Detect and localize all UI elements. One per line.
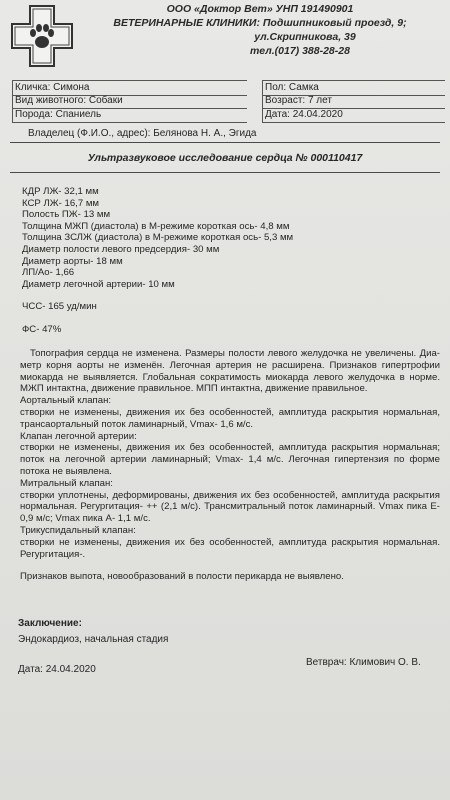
sex-field: Пол: Самка: [262, 80, 445, 96]
clinic-address-line2: ул.Скрипникова, 39: [254, 31, 356, 43]
clinic-name: ООО «Доктор Вет» УНП 191490901: [166, 3, 354, 15]
measurement-line: Полость ПЖ- 13 мм: [22, 209, 111, 221]
clinic-header: [80, 2, 440, 58]
measurement-line: Толщина ЗСЛЖ (диастола) в М-режиме короткая ось- 5,3 мм: [22, 232, 294, 244]
pulmonary-valve-text: створки не изменены, движения их без особенностей, амплитуда раскрытия нормальная; поток на легочной артерии ламинарный; Vmax- 1,4 м/с. Легочная гипертензия по форме потока не выявлена.: [20, 442, 440, 477]
mitral-valve-heading: Митральный клапан:: [20, 477, 113, 489]
date-field: Дата: 24.04.2020: [262, 108, 445, 123]
findings-text: [20, 348, 440, 583]
measurement-line: КДР ЛЖ- 32,1 мм: [22, 186, 99, 197]
owner-field: Владелец (Ф.И.О., адрес): Белянова Н. А., Эгида: [28, 128, 257, 139]
aortic-valve-heading: Аортальный клапан:: [20, 395, 112, 407]
tricuspid-valve-text: створки не изменены, движения их без особенностей, амплитуда раскрытия нормальная. Регургитация-.: [20, 536, 440, 560]
measurement-line: Толщина МЖП (диастола) в М-режиме короткая ось- 4,8 мм: [22, 220, 290, 232]
clinic-logo-icon: [8, 2, 76, 70]
conclusion-text: Эндокардиоз, начальная стадия: [18, 634, 169, 645]
conclusion-label: Заключение:: [18, 618, 82, 629]
measurement-line: Диаметр легочной артерии- 10 мм: [22, 278, 175, 290]
veterinarian-signature-line: Ветврач: Климович О. В.: [306, 657, 421, 668]
measurement-line: Диаметр полости левого предсердия- 30 мм: [22, 243, 220, 255]
mitral-valve-text: створки уплотнены, деформированы, движения их без особенностей, амплитуда раскрытия нормальная. Регургитация- ++ (2,1 м/с). Трансмитральный поток ламинарный. Vmax пика Е- 0,9 м/с; Vmax пика А- 1,1 м/с.: [20, 489, 440, 525]
heart-rate: ЧСС- 165 уд/мин: [22, 301, 97, 313]
pulmonary-valve-heading: Клапан легочной артерии:: [20, 430, 137, 442]
tricuspid-valve-heading: Трикуспидальный клапан:: [20, 524, 136, 536]
age-field: Возраст: 7 лет: [262, 94, 445, 109]
owner-underline: [10, 142, 440, 143]
clinic-phone: тел.(017) 388-28-28: [250, 45, 350, 57]
fractional-shortening: ФС- 47%: [22, 323, 62, 335]
breed-field: Порода: Спаниель: [12, 108, 247, 123]
aortic-valve-text: створки не изменены, движения их без особенностей, амплитуда раскрытия нормальная, трансаортальный поток ламинарный, Vmax- 1,6 м/с.: [20, 406, 440, 430]
report-title: Ультразвуковое исследование сердца № 000110417: [87, 152, 363, 164]
measurement-line: ЛП/Ао- 1,66: [22, 267, 75, 279]
title-divider: [10, 172, 440, 173]
measurements-block: [22, 186, 293, 336]
species-field: Вид животного: Собаки: [12, 94, 247, 109]
measurement-line: Диаметр аорты- 18 мм: [22, 255, 123, 267]
pet-name-field: Кличка: Симона: [12, 80, 247, 96]
clinic-address-line1: ВЕТЕРИНАРНЫЕ КЛИНИКИ: Подшипниковый проезд, 9;: [113, 17, 407, 29]
footer-date: Дата: 24.04.2020: [18, 664, 96, 675]
pericardium-text: Признаков выпота, новообразований в полости перикарда не выявлено.: [20, 571, 344, 583]
topography-paragraph: Топография сердца не изменена. Размеры полости левого желудочка не увеличены. Диа-метр корня аорты не изменён. Легочная артерия не расширена. Признаков гипертрофии миокарда не выявляется. Глобальная сократимость миокарда левого желудочка в норме. МЖП интактна, движение правильное. МПП интактна, движение правильное.: [20, 348, 440, 395]
measurement-line: КСР ЛЖ- 16,7 мм: [22, 197, 100, 209]
